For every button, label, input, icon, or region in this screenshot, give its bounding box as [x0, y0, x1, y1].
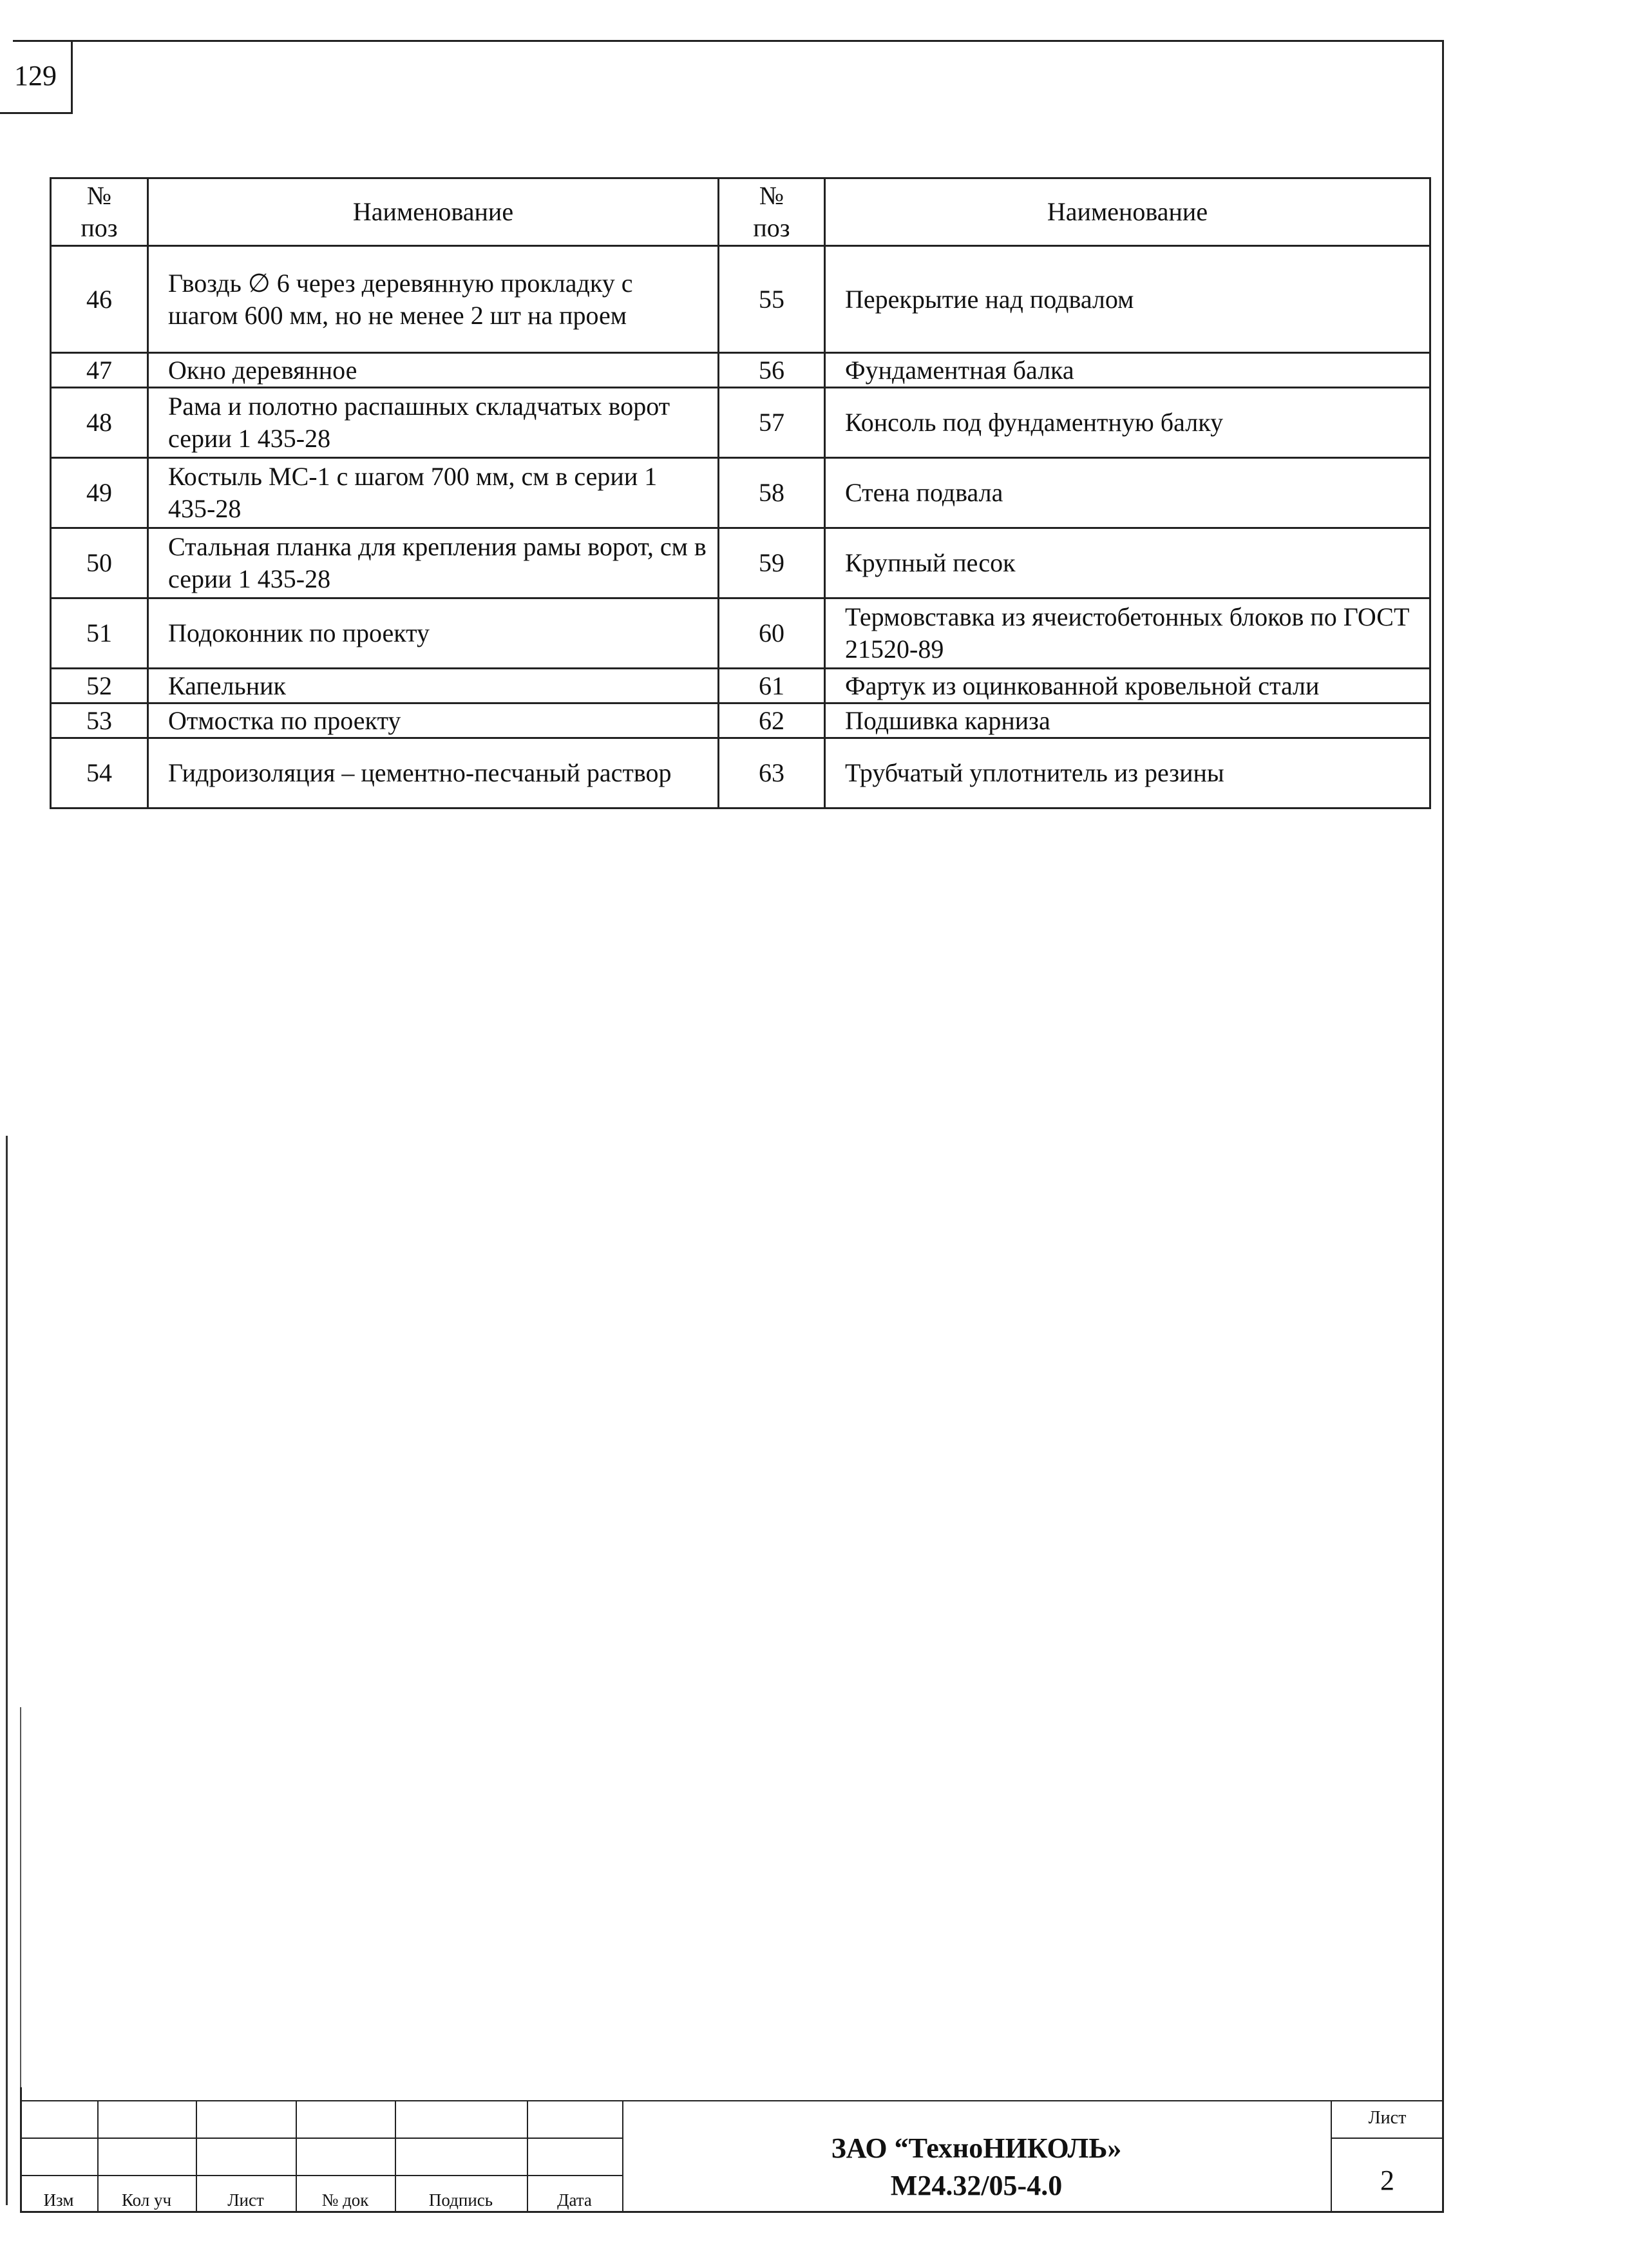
sheet-number: 2	[1380, 2165, 1394, 2196]
cell-name-left: Стальная планка для крепления рамы ворот, см в серии 1 435-28	[148, 528, 719, 598]
stamp-line	[20, 2100, 1444, 2101]
cell-num-right: 62	[719, 703, 825, 738]
title-block-stamp	[20, 2100, 1444, 2213]
cell-num-right: 58	[719, 458, 825, 528]
header-name-right: Наименование	[825, 178, 1430, 246]
stamp-company-block	[622, 2130, 1331, 2205]
table-header-row	[51, 178, 1430, 246]
frame-right-border	[1442, 40, 1444, 2212]
cell-num-right: 59	[719, 528, 825, 598]
stamp-label-list: Лист	[227, 2190, 264, 2210]
cell-num-right: 63	[719, 738, 825, 808]
stamp-line	[20, 2175, 622, 2176]
binding-margin-line-inner	[20, 1707, 21, 2087]
cell-name-left: Гидроизоляция – цементно-песчаный раствор	[148, 738, 719, 808]
cell-name-right: Консоль под фундаментную балку	[825, 388, 1430, 458]
table-row	[51, 598, 1430, 669]
cell-name-left: Рама и полотно распашных складчатых ворот серии 1 435-28	[148, 388, 719, 458]
cell-num-right: 57	[719, 388, 825, 458]
specification-table	[50, 177, 1431, 809]
table-row	[51, 246, 1430, 353]
cell-num-left: 47	[51, 353, 148, 388]
table-row	[51, 528, 1430, 598]
cell-name-left: Капельник	[148, 669, 719, 703]
cell-name-right: Фартук из оцинкованной кровельной стали	[825, 669, 1430, 703]
cell-name-left: Гвоздь ∅ 6 через деревянную прокладку с шагом 600 мм, но не менее 2 шт на проем	[148, 246, 719, 353]
cell-name-right: Стена подвала	[825, 458, 1430, 528]
cell-num-left: 53	[51, 703, 148, 738]
cell-num-left: 46	[51, 246, 148, 353]
stamp-label-kol-uch: Кол уч	[121, 2190, 172, 2210]
header-num-left: № поз	[51, 178, 148, 246]
cell-name-left: Костыль МС-1 с шагом 700 мм, см в серии 1 435-28	[148, 458, 719, 528]
table-row	[51, 703, 1430, 738]
stamp-label-izm: Изм	[43, 2190, 74, 2210]
stamp-line	[20, 2138, 622, 2139]
stamp-label-date: Дата	[557, 2190, 592, 2210]
table-row	[51, 458, 1430, 528]
cell-num-right: 61	[719, 669, 825, 703]
cell-name-left: Подоконник по проекту	[148, 598, 719, 669]
cell-num-left: 51	[51, 598, 148, 669]
table-row	[51, 669, 1430, 703]
cell-name-left: Отмостка по проекту	[148, 703, 719, 738]
cell-num-left: 54	[51, 738, 148, 808]
header-num-right: № поз	[719, 178, 825, 246]
header-name-left: Наименование	[148, 178, 719, 246]
binding-margin-line	[6, 1136, 8, 2205]
company-name: ЗАО “ТехноНИКОЛЬ»	[831, 2132, 1122, 2164]
cell-num-right: 60	[719, 598, 825, 669]
table-row	[51, 388, 1430, 458]
cell-name-left: Окно деревянное	[148, 353, 719, 388]
cell-num-left: 48	[51, 388, 148, 458]
cell-name-right: Перекрытие над подвалом	[825, 246, 1430, 353]
cell-name-right: Фундаментная балка	[825, 353, 1430, 388]
cell-name-right: Трубчатый уплотнитель из резины	[825, 738, 1430, 808]
document-code: М24.32/05-4.0	[890, 2170, 1063, 2201]
cell-num-right: 56	[719, 353, 825, 388]
cell-num-right: 55	[719, 246, 825, 353]
sheet-label: Лист	[1368, 2108, 1407, 2128]
stamp-label-signature: Подпись	[428, 2190, 493, 2210]
cell-num-left: 49	[51, 458, 148, 528]
page-number: 129	[0, 40, 73, 114]
cell-num-left: 50	[51, 528, 148, 598]
table-row	[51, 738, 1430, 808]
stamp-line	[1331, 2138, 1444, 2139]
cell-name-right: Крупный песок	[825, 528, 1430, 598]
cell-name-right: Подшивка карниза	[825, 703, 1430, 738]
table-row	[51, 353, 1430, 388]
cell-num-left: 52	[51, 669, 148, 703]
frame-top-border	[13, 40, 1444, 42]
cell-name-right: Термовставка из ячеистобетонных блоков по ГОСТ 21520-89	[825, 598, 1430, 669]
stamp-label-doc-number: № док	[321, 2190, 369, 2210]
